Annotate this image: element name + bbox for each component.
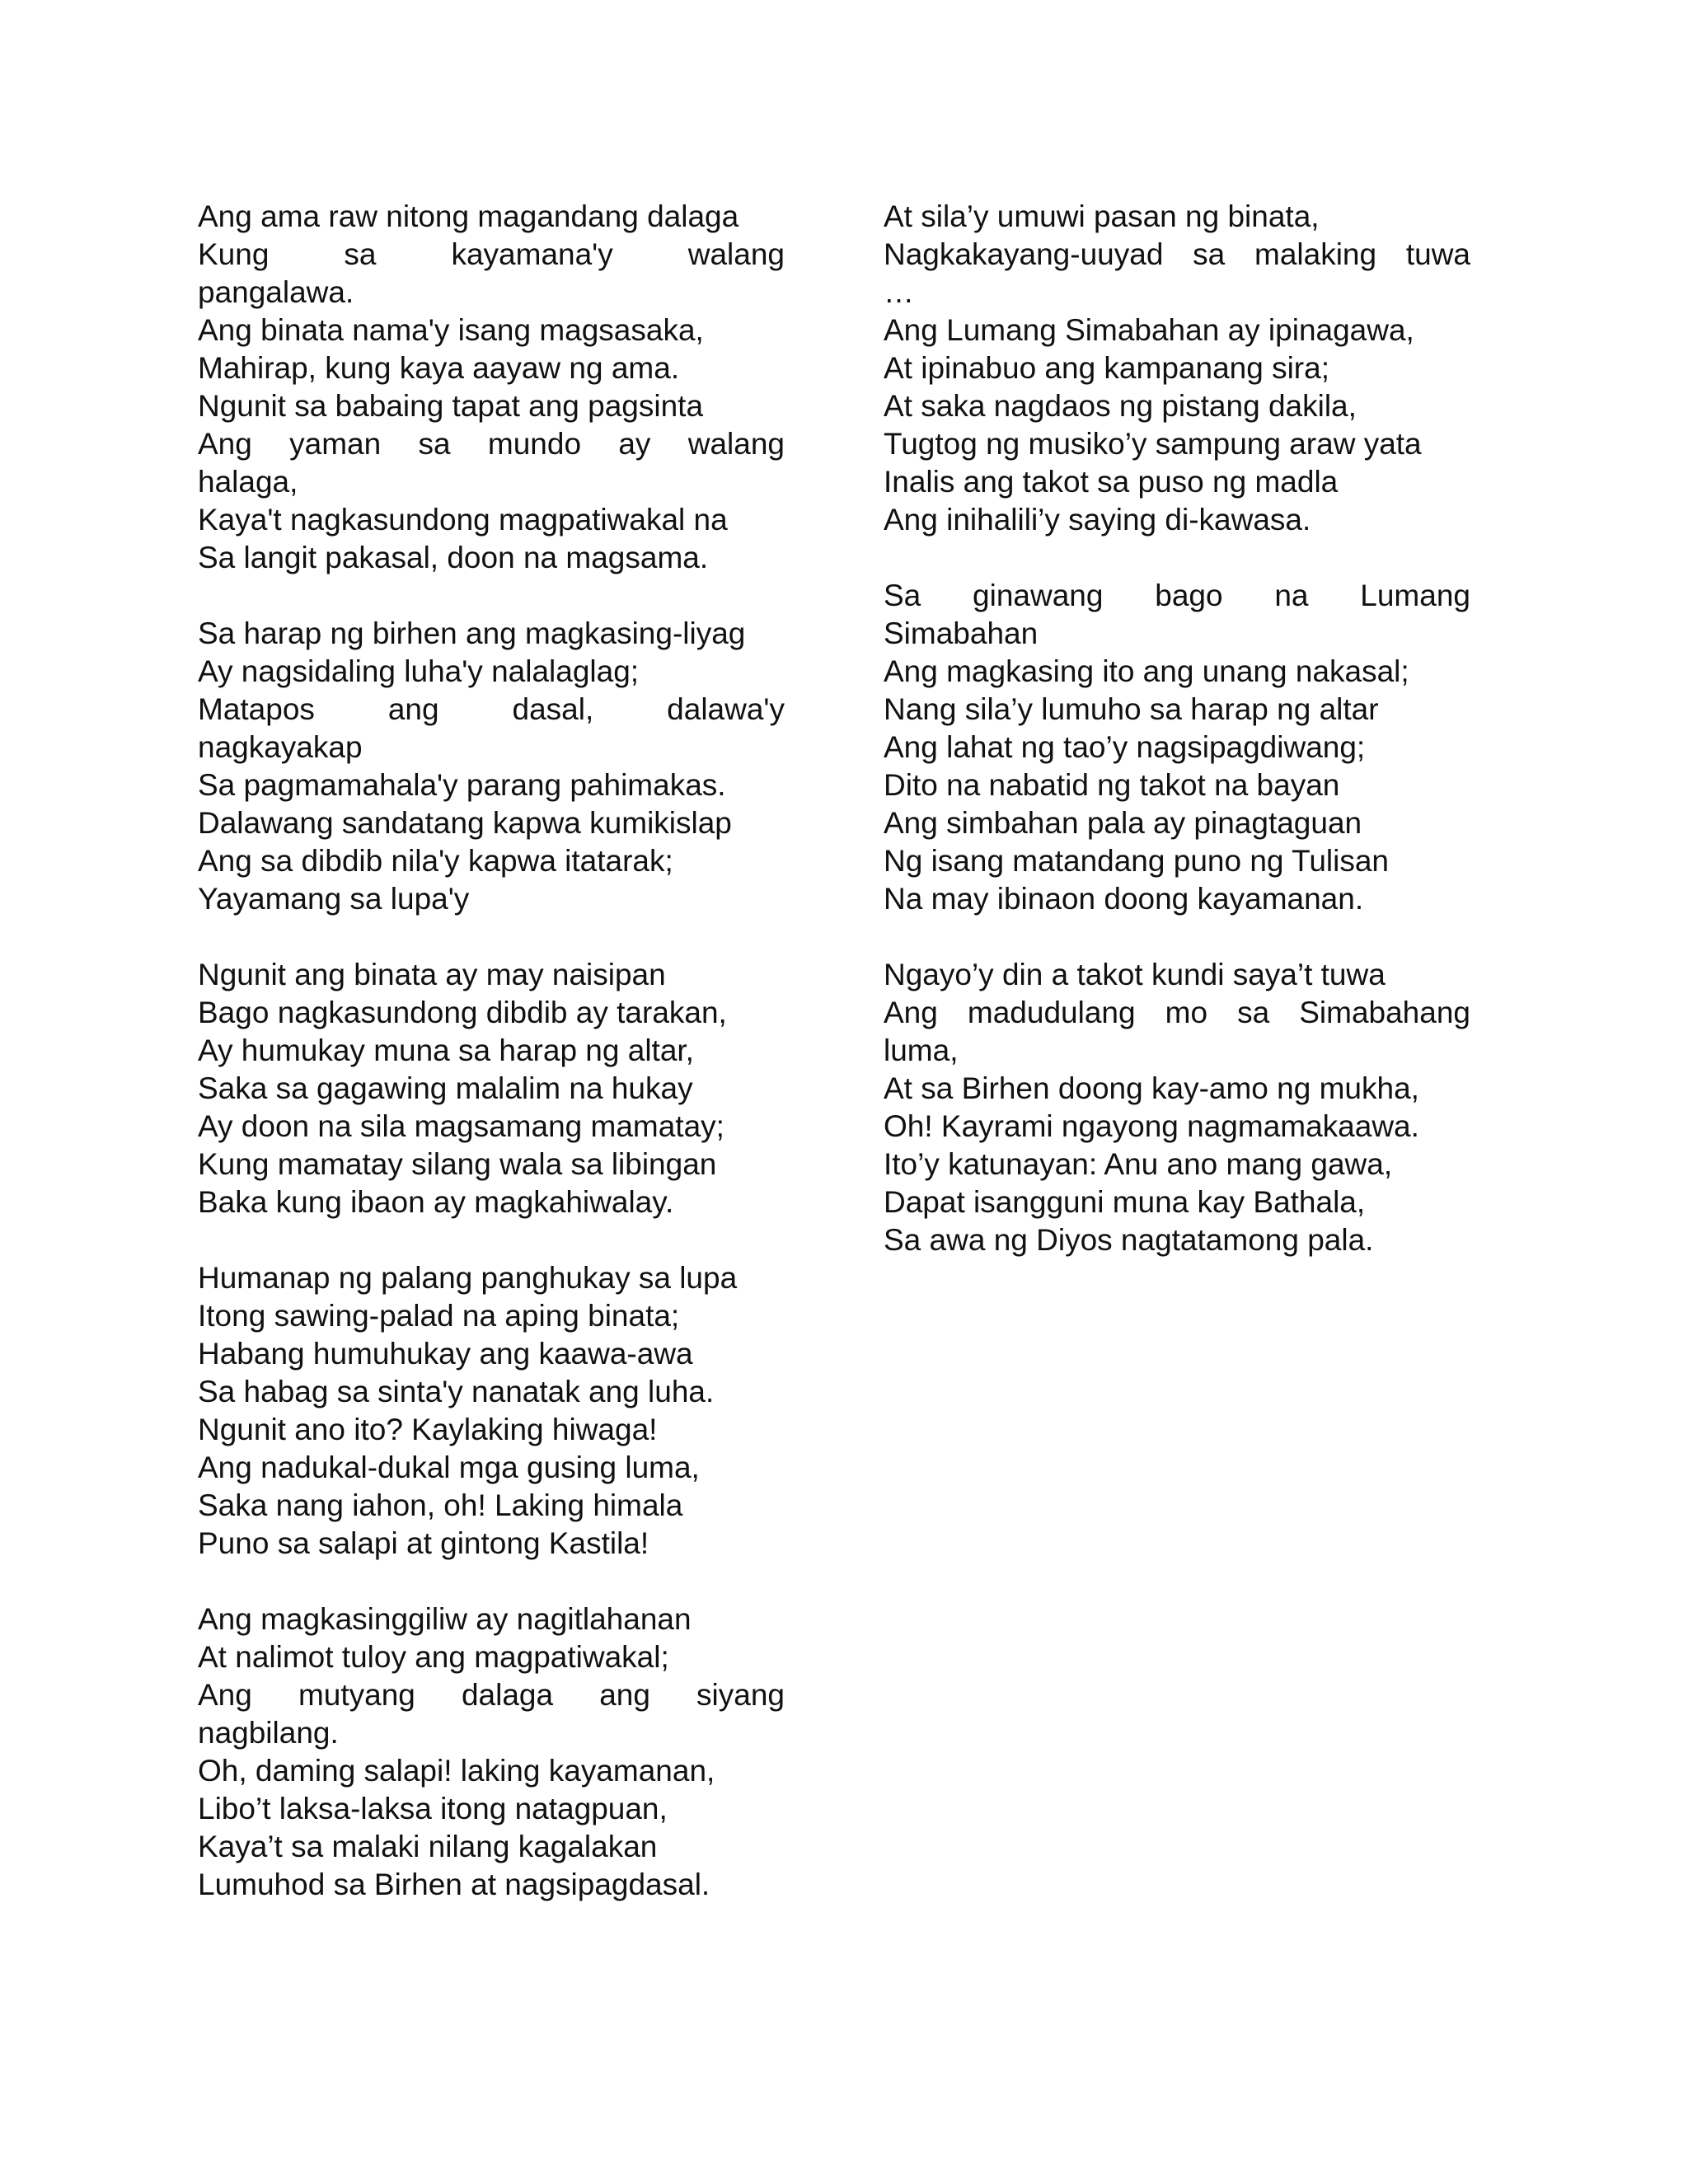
poem-line: Ang madudulang mo sa Simabahang <box>884 996 1470 1029</box>
poem-line: Oh! Kayrami ngayong nagmamakaawa. <box>884 1109 1419 1143</box>
poem-line: At ipinabuo ang kampanang sira; <box>884 351 1329 385</box>
poem-line: Mahirap, kung kaya aayaw ng ama. <box>198 351 680 385</box>
poem-line: Ito’y katunayan: Anu ano mang gawa, <box>884 1147 1393 1181</box>
poem-line: Ang Lumang Simabahan ay ipinagawa, <box>884 313 1414 347</box>
poem-line: At sa Birhen doong kay-amo ng mukha, <box>884 1071 1419 1105</box>
poem-line: Ngunit sa babaing tapat ang pagsinta <box>198 389 704 423</box>
poem-line: Sa pagmamahala'y parang pahimakas. <box>198 768 726 802</box>
poem-line: At saka nagdaos ng pistang dakila, <box>884 389 1357 423</box>
left-stanza-4 <box>198 1259 785 1563</box>
poem-line: Ang sa dibdib nila'y kapwa itatarak; <box>198 844 673 878</box>
right-column <box>884 198 1470 1297</box>
left-stanza-5 <box>198 1601 785 1904</box>
right-stanza-3 <box>884 956 1470 1259</box>
poem-line: Puno sa salapi at gintong Kastila! <box>198 1526 649 1560</box>
poem-line: At nalimot tuloy ang magpatiwakal; <box>198 1640 669 1674</box>
poem-line: Ang binata nama'y isang magsasaka, <box>198 313 704 347</box>
poem-line: Sa habag sa sinta'y nanatak ang luha. <box>198 1375 715 1408</box>
poem-line: pangalawa. <box>198 275 354 309</box>
poem-line: Ngayo’y din a takot kundi saya’t tuwa <box>884 958 1386 991</box>
poem-line: Ang ama raw nitong magandang dalaga <box>198 199 739 233</box>
poem-line: Ngunit ano ito? Kaylaking hiwaga! <box>198 1413 658 1446</box>
poem-line: Sa awa ng Diyos nagtatamong pala. <box>884 1223 1374 1257</box>
poem-line: Ngunit ang binata ay may naisipan <box>198 958 666 991</box>
right-stanza-2 <box>884 577 1470 918</box>
poem-line: Tugtog ng musiko’y sampung araw yata <box>884 427 1422 461</box>
poem-line: Oh, daming salapi! laking kayamanan, <box>198 1754 715 1788</box>
left-stanza-2 <box>198 615 785 918</box>
poem-line: Ang magkasing ito ang unang nakasal; <box>884 654 1409 688</box>
poem-line: Sa langit pakasal, doon na magsama. <box>198 541 709 574</box>
poem-line: Ay humukay muna sa harap ng altar, <box>198 1033 694 1067</box>
left-stanza-1 <box>198 198 785 577</box>
poem-line: nagkayakap <box>198 730 363 764</box>
poem-line: Bago nagkasundong dibdib ay tarakan, <box>198 996 727 1029</box>
poem-line: Ang nadukal-dukal mga gusing luma, <box>198 1451 700 1484</box>
poem-line: Humanap ng palang panghukay sa lupa <box>198 1261 738 1295</box>
poem-line: Dapat isangguni muna kay Bathala, <box>884 1185 1366 1219</box>
right-stanza-1 <box>884 198 1470 539</box>
poem-line: Kung sa kayamana'y walang <box>198 237 785 271</box>
poem-line: Nang sila’y lumuho sa harap ng altar <box>884 692 1379 726</box>
left-column <box>198 198 785 1942</box>
poem-line: Yayamang sa lupa'y <box>198 882 470 916</box>
poem-line: Kaya’t sa malaki nilang kagalakan <box>198 1830 658 1863</box>
left-stanza-3 <box>198 956 785 1221</box>
poem-line: Nagkakayang-uuyad sa malaking tuwa <box>884 237 1470 271</box>
poem-line: Kaya't nagkasundong magpatiwakal na <box>198 503 728 537</box>
poem-line: Ang simbahan pala ay pinagtaguan <box>884 806 1362 840</box>
poem-line: Itong sawing-palad na aping binata; <box>198 1299 680 1333</box>
poem-line: Baka kung ibaon ay magkahiwalay. <box>198 1185 674 1219</box>
poem-line: Dito na nabatid ng takot na bayan <box>884 768 1340 802</box>
poem-line: Sa harap ng birhen ang magkasing-liyag <box>198 616 746 650</box>
poem-line: Ang mutyang dalaga ang siyang <box>198 1678 785 1712</box>
poem-line: … <box>884 275 914 309</box>
poem-line: Simabahan <box>884 616 1039 650</box>
poem-line: luma, <box>884 1033 959 1067</box>
poem-line: Habang humuhukay ang kaawa-awa <box>198 1337 693 1371</box>
poem-line: At sila’y umuwi pasan ng binata, <box>884 199 1320 233</box>
poem-line: Ang lahat ng tao’y nagsipagdiwang; <box>884 730 1366 764</box>
poem-line: Ng isang matandang puno ng Tulisan <box>884 844 1389 878</box>
poem-line: Inalis ang takot sa puso ng madla <box>884 465 1339 499</box>
poem-line: Libo’t laksa-laksa itong natagpuan, <box>198 1792 668 1825</box>
poem-line: Saka nang iahon, oh! Laking himala <box>198 1488 683 1522</box>
poem-line: Sa ginawang bago na Lumang <box>884 579 1470 612</box>
poem-line: Dalawang sandatang kapwa kumikislap <box>198 806 732 840</box>
poem-line: Ang magkasinggiliw ay nagitlahanan <box>198 1602 692 1636</box>
poem-line: Ay nagsidaling luha'y nalalaglag; <box>198 654 640 688</box>
poem-line: Ang yaman sa mundo ay walang <box>198 427 785 461</box>
poem-line: Ang inihalili’y saying di-kawasa. <box>884 503 1311 537</box>
poem-line: Saka sa gagawing malalim na hukay <box>198 1071 693 1105</box>
poem-line: Lumuhod sa Birhen at nagsipagdasal. <box>198 1868 710 1901</box>
poem-line: Ay doon na sila magsamang mamatay; <box>198 1109 724 1143</box>
poem-line: Matapos ang dasal, dalawa'y <box>198 692 785 726</box>
poem-line: nagbilang. <box>198 1716 339 1750</box>
poem-line: Kung mamatay silang wala sa libingan <box>198 1147 717 1181</box>
poem-line: halaga, <box>198 465 298 499</box>
poem-line: Na may ibinaon doong kayamanan. <box>884 882 1364 916</box>
